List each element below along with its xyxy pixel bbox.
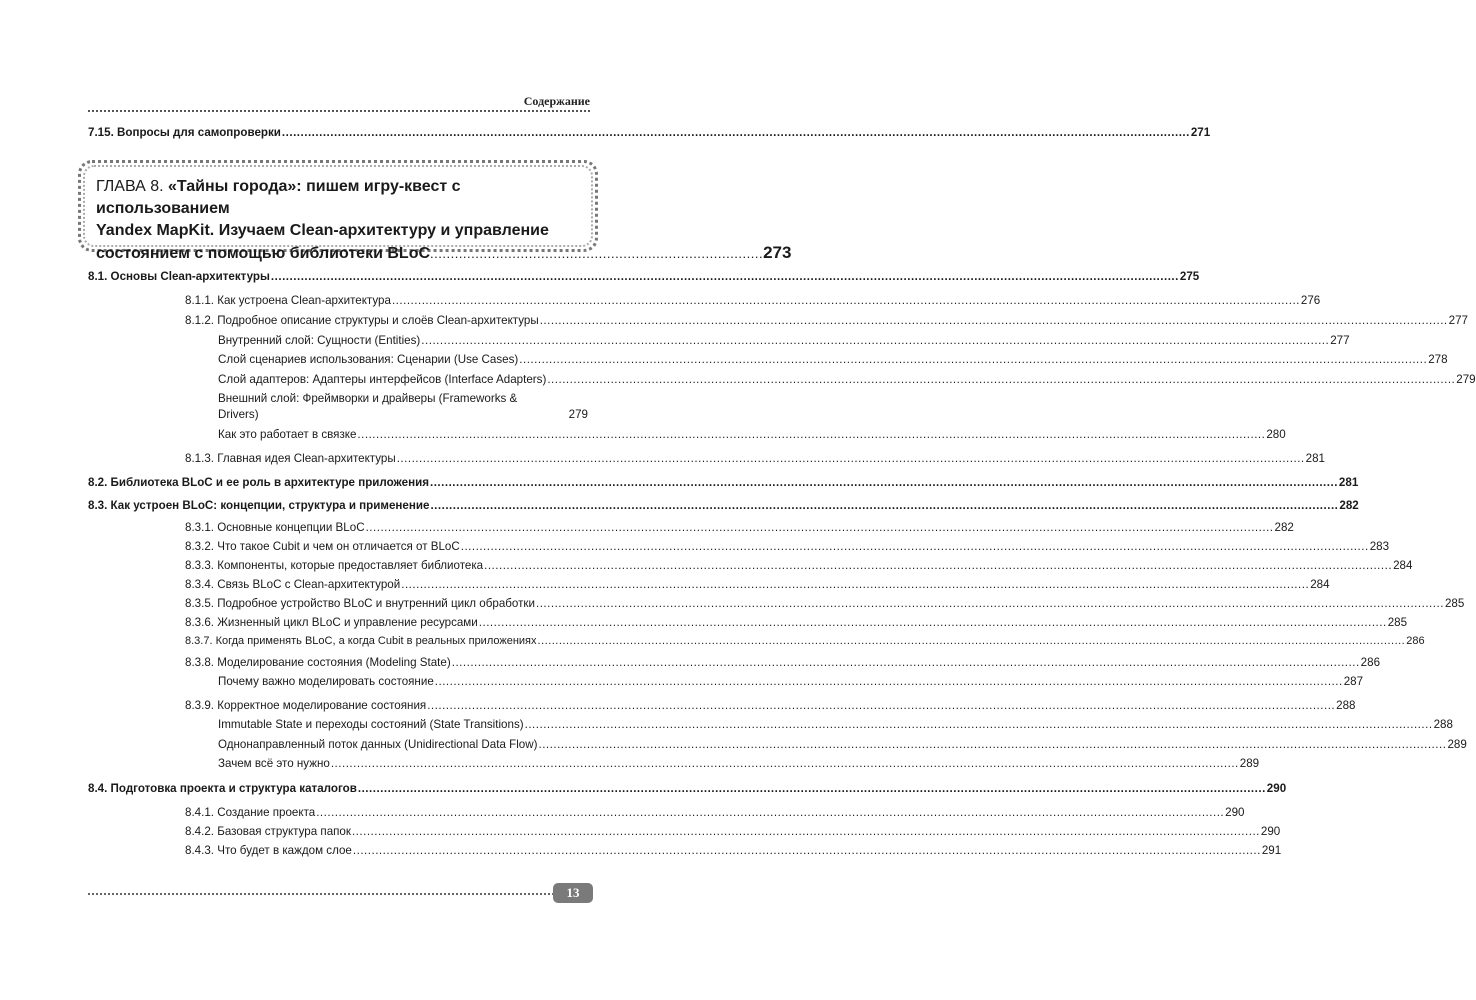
toc-entry-how-it-works: [218, 428, 1286, 441]
toc-entry-title: Immutable State и переходы состояний (State Transitions): [218, 718, 524, 731]
toc-entry-why-model-state: [218, 675, 1364, 688]
dot-leader: [397, 452, 1305, 465]
toc-entry-page: 280: [1266, 428, 1286, 441]
toc-entry-title: 8.1.3. Главная идея Clean-архитектуры: [185, 452, 396, 465]
dot-leader: [271, 270, 1179, 283]
toc-entry-title: 8.4.3. Что будет в каждом слое: [185, 844, 352, 857]
toc-entry-8-1: [88, 270, 1200, 283]
toc-entry-title: 8.3.4. Связь BLoC с Clean-архитектурой: [185, 578, 401, 591]
dot-leader: [358, 782, 1266, 795]
dot-leader: [484, 559, 1392, 572]
toc-entry-page: 288: [1336, 699, 1356, 712]
dot-leader: [357, 428, 1265, 441]
page-number-badge: 13: [553, 883, 593, 903]
chapter-page: 273: [763, 243, 792, 262]
toc-entry-title: 8.3.9. Корректное моделирование состояния: [185, 699, 427, 712]
chapter-heading-line3: [96, 242, 792, 265]
toc-entry-title-line2: Drivers): [218, 408, 259, 421]
toc-entry-title: 8.1.2. Подробное описание структуры и слоёв Clean-архитектуры: [185, 314, 539, 327]
toc-entry-8-3-6: [185, 616, 1408, 629]
toc-entry-title: 8.1.1. Как устроена Clean-архитектура: [185, 294, 391, 307]
dot-leader: [461, 540, 1369, 553]
toc-entry-8-3-2: [185, 540, 1390, 553]
toc-entry-page: 285: [1444, 597, 1465, 610]
toc-entry-line2: [218, 408, 588, 421]
toc-entry-page: 283: [1369, 540, 1390, 553]
chapter-title-part3: состоянием с помощью библиотеки BLoC: [96, 245, 431, 262]
dot-leader: [525, 718, 1433, 731]
toc-entry-title: Внутренний слой: Сущности (Entities): [218, 334, 421, 347]
dot-leader: [430, 499, 1338, 512]
dot-leader: [519, 353, 1427, 366]
toc-entry-page: 282: [1339, 499, 1359, 512]
dot-leader: [547, 373, 1455, 386]
dot-leader: [427, 699, 1335, 712]
dot-leader: [430, 476, 1338, 489]
toc-entry-page: 282: [1274, 521, 1294, 534]
toc-entry-title: Зачем всё это нужно: [218, 757, 330, 770]
toc-entry-8-3-8: [185, 656, 1381, 669]
dot-leader: [538, 738, 1446, 751]
toc-entry-why-needed: [218, 757, 1260, 770]
toc-entry-title: Слой сценариев использования: Сценарии (Use Cases): [218, 353, 519, 366]
toc-entry-interface-adapters: [218, 373, 1476, 386]
dot-leader: [421, 334, 1329, 347]
toc-entry-unidirectional-flow: [218, 738, 1467, 751]
dot-leader: .................................................................................: [430, 246, 764, 261]
toc-entry-page: 276: [1300, 294, 1321, 307]
toc-entry-8-1-2: [185, 314, 1468, 327]
toc-entry-title: 8.4.2. Базовая структура папок: [185, 825, 351, 838]
toc-entry-8-3-3: [185, 559, 1413, 572]
dot-leader: [435, 675, 1343, 688]
toc-entry-page: 277: [1330, 334, 1350, 347]
toc-entry-page: 290: [1225, 806, 1245, 819]
toc-entry-page: 289: [1239, 757, 1260, 770]
toc-entry-frameworks-drivers: [218, 392, 588, 421]
header-divider: [88, 110, 590, 112]
toc-entry-page: 277: [1448, 314, 1468, 327]
dot-leader: [401, 578, 1309, 591]
toc-entry-page: 286: [1360, 656, 1381, 669]
toc-entry-8-3-7: [185, 635, 1425, 647]
toc-entry-immutable-state: [218, 718, 1453, 731]
running-header-title: Содержание: [523, 94, 590, 108]
toc-entry-page: 290: [1266, 782, 1287, 795]
dot-leader: [282, 126, 1190, 139]
toc-entry-entities: [218, 334, 1350, 347]
toc-entry-title: 8.3.6. Жизненный цикл BLoC и управление ресурсами: [185, 616, 478, 629]
toc-entry-page: 284: [1310, 578, 1330, 591]
dot-leader: [366, 521, 1274, 534]
toc-entry-8-4-2: [185, 825, 1281, 838]
toc-entry-page: 288: [1433, 718, 1453, 731]
dot-leader: [353, 844, 1261, 857]
toc-entry-use-cases: [218, 353, 1448, 366]
dot-leader: [331, 757, 1239, 770]
toc-entry-8-3-5: [185, 597, 1465, 610]
toc-entry-page: 279: [1456, 373, 1476, 386]
toc-entry-title: 8.3.8. Моделирование состояния (Modeling State): [185, 656, 451, 669]
dot-leader: [479, 616, 1387, 629]
toc-entry-8-4: [88, 782, 1287, 795]
toc-entry-title-line1: Внешний слой: Фреймворки и драйверы (Frameworks &: [218, 392, 518, 405]
chapter-heading-line1: [96, 176, 586, 220]
chapter-label: ГЛАВА 8.: [96, 178, 164, 195]
toc-entry-8-3-1: [185, 521, 1294, 534]
toc-entry-8-3: [88, 499, 1359, 512]
dot-leader: [540, 314, 1448, 327]
dot-leader: [452, 656, 1360, 669]
toc-entry-title: Как это работает в связке: [218, 428, 357, 441]
toc-entry-title: 8.3. Как устроен BLoC: концепции, структура и применение: [88, 499, 430, 512]
toc-entry-title: 7.15. Вопросы для самопроверки: [88, 126, 281, 139]
chapter-title-part2: Yandex MapKit. Изучаем Clean-архитектуру и управление: [96, 222, 549, 239]
toc-entry-title: 8.1. Основы Clean-архитектуры: [88, 270, 270, 283]
toc-entry-page: 281: [1338, 476, 1359, 489]
toc-entry-page: 285: [1387, 616, 1408, 629]
toc-entry-8-3-9: [185, 699, 1356, 712]
dot-leader: [392, 294, 1300, 307]
toc-entry-page: 278: [1428, 353, 1448, 366]
toc-entry-page: 286: [1406, 635, 1425, 647]
toc-entry-title: 8.4.1. Создание проекта: [185, 806, 316, 819]
toc-entry-8-3-4: [185, 578, 1330, 591]
toc-entry-title: 8.2. Библиотека BLoC и ее роль в архитектуре приложения: [88, 476, 429, 489]
toc-entry-8-4-1: [185, 806, 1245, 819]
toc-entry-title: 8.3.3. Компоненты, которые предоставляет библиотека: [185, 559, 484, 572]
toc-entry-8-4-3: [185, 844, 1282, 857]
toc-entry-title: 8.3.1. Основные концепции BLoC: [185, 521, 365, 534]
dot-leader: [352, 825, 1260, 838]
toc-entry-page: 289: [1447, 738, 1467, 751]
toc-entry-page: 275: [1179, 270, 1200, 283]
toc-entry-page: 279: [568, 408, 588, 421]
dot-leader: [536, 597, 1444, 610]
dot-leader: [316, 806, 1224, 819]
toc-entry-title: Почему важно моделировать состояние: [218, 675, 434, 688]
toc-entry-title: 8.3.7. Когда применять BLoC, а когда Cubit в реальных приложениях: [185, 635, 537, 647]
footer-divider: [88, 893, 558, 895]
toc-entry-page: 281: [1305, 452, 1325, 465]
toc-entry-7-15: [88, 126, 1211, 139]
toc-entry-title: Однонаправленный поток данных (Unidirectional Data Flow): [218, 738, 538, 751]
toc-entry-8-2: [88, 476, 1359, 489]
chapter-heading: [96, 176, 792, 265]
toc-entry-title: 8.3.2. Что такое Cubit и чем он отличается от BLoC: [185, 540, 460, 553]
toc-entry-page: 271: [1190, 126, 1211, 139]
toc-entry-title: 8.4. Подготовка проекта и структура каталогов: [88, 782, 357, 795]
toc-entry-page: 290: [1260, 825, 1281, 838]
toc-entry-page: 291: [1261, 844, 1282, 857]
toc-entry-page: 284: [1393, 559, 1413, 572]
dot-leader: [538, 635, 1406, 647]
toc-entry-title: 8.3.5. Подробное устройство BLoC и внутренний цикл обработки: [185, 597, 535, 610]
toc-entry-page: 287: [1343, 675, 1364, 688]
chapter-title-part1: «Тайны города»: пишем игру-квест с использованием: [96, 178, 461, 217]
toc-entry-8-1-3: [185, 452, 1325, 465]
toc-entry-8-1-1: [185, 294, 1321, 307]
toc-entry-title: Слой адаптеров: Адаптеры интерфейсов (Interface Adapters): [218, 373, 547, 386]
